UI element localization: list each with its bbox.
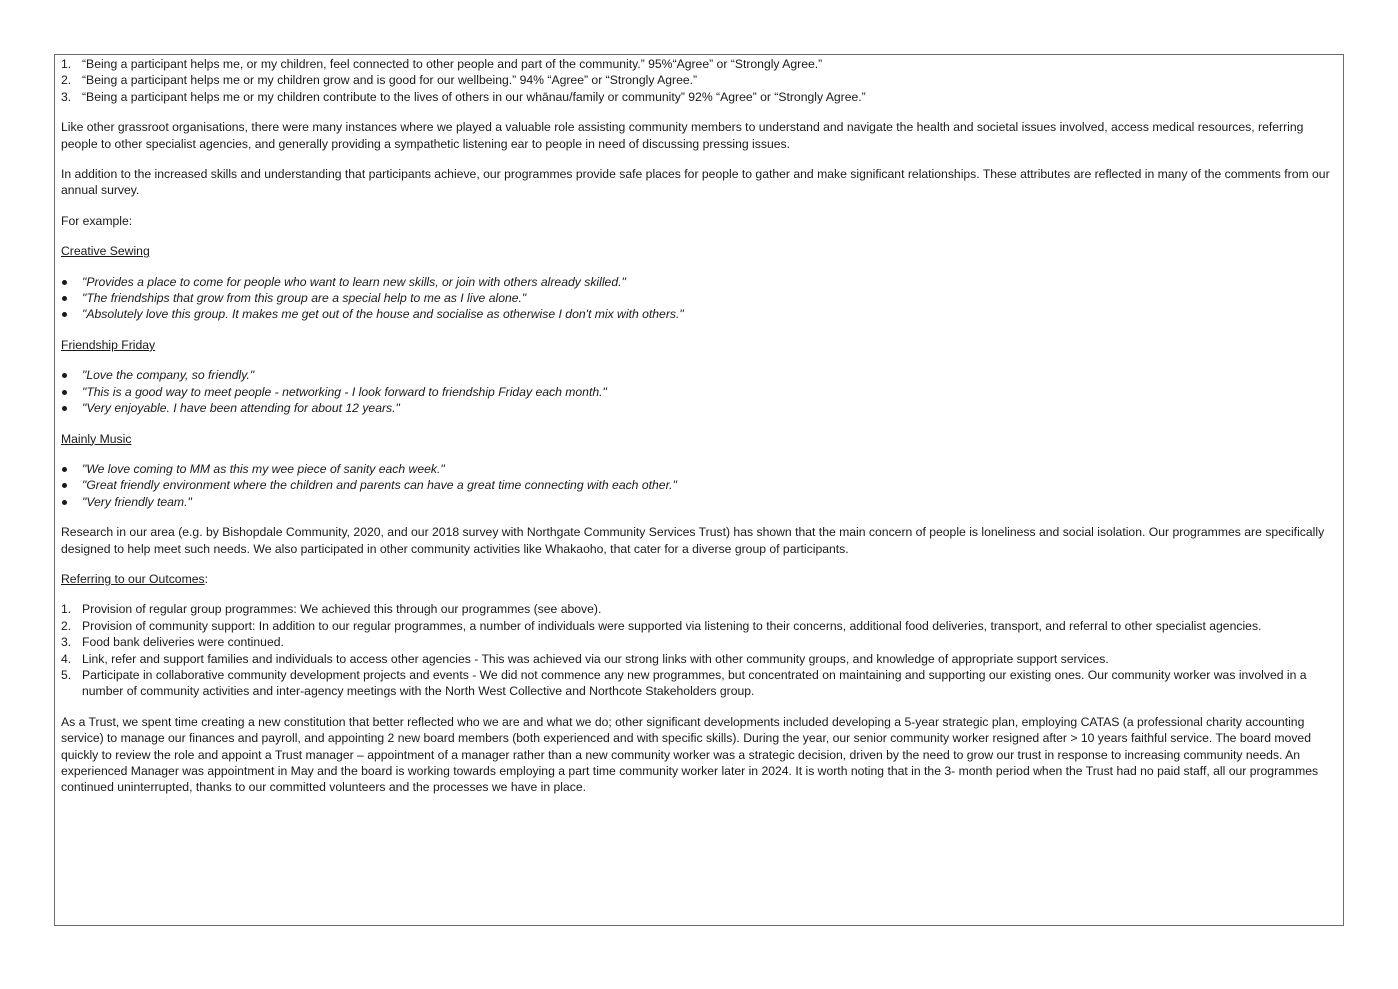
list-number: 1.: [61, 602, 72, 617]
mainly-music-quotes: [61, 461, 1336, 510]
satisfaction-list: [61, 56, 1336, 105]
list-item: [61, 72, 1336, 88]
paragraph-research: Research in our area (e.g. by Bishopdale Community, 2020, and our 2018 survey with Northgate Community Services Trust) has shown that the main concern of people is loneliness and social isolation. Our programmes are specifically designed to help meet such needs. We also participated in other community activities like Whakaoho, that cater for a diverse group of participants.: [61, 525, 1325, 556]
list-item: [61, 667, 1336, 700]
paragraph-trust: As a Trust, we spent time creating a new constitution that better reflected who we are and what we do; other significant developments included developing a 5-year strategic plan, employing CATAS (a professional charity accounting service) to manage our finances and payroll, and appointing 2 new board members (both experienced and with specific skills). During the year, our senior community worker resigned after > 10 years faithful service. The board moved quickly to review the role and appoint a Trust manager – appointment of a manager rather than a new community worker was a strategic decision, driven by the need to grow our trust in response to increasing community needs. An experienced Manager was appointment in May and the board is working towards employing a part time community worker later in 2024. It is worth noting that in the 3- month period when the Trust had no paid staff, all our programmes continued uninterrupted, thanks to our committed volunteers and the processes we have in place.: [61, 714, 1319, 795]
bullet-icon: [62, 280, 67, 285]
bullet-icon: [62, 390, 67, 395]
list-item-text: Link, refer and support families and individuals to access other agencies - This was achieved via our strong links with other community groups, and knowledge of appropriate support services.: [82, 651, 1109, 666]
quote-text: "Great friendly environment where the children and parents can have a great time connecting with each other.": [82, 478, 677, 493]
quote-text: "Very enjoyable. I have been attending for about 12 years.": [82, 401, 400, 416]
list-item: [61, 89, 1336, 105]
quote-text: "This is a good way to meet people - networking - I look forward to friendship Friday each month.": [82, 384, 607, 399]
quote-item: [61, 494, 1336, 510]
quote-item: [61, 477, 1336, 493]
quote-text: "Love the company, so friendly.": [82, 368, 255, 383]
list-number: 5.: [61, 667, 72, 682]
quote-item: [61, 384, 1336, 400]
list-number: 1.: [61, 57, 72, 71]
quote-item: [61, 400, 1336, 416]
creative-sewing-quotes: [61, 274, 1336, 323]
list-number: 2.: [61, 73, 72, 88]
bullet-icon: [62, 500, 67, 505]
list-item-text: “Being a participant helps me or my children grow and is good for our wellbeing.” 94% “Agree” or “Strongly Agree.”: [82, 73, 698, 88]
list-item-text: Provision of regular group programmes: We achieved this through our programmes (see above).: [82, 602, 602, 617]
bullet-icon: [62, 467, 67, 472]
programme-heading-creative-sewing: Creative Sewing: [61, 244, 150, 259]
list-number: 3.: [61, 635, 72, 650]
bullet-icon: [62, 296, 67, 301]
list-number: 3.: [61, 89, 72, 104]
outcomes-heading-line: [61, 571, 1336, 587]
quote-item: [61, 290, 1336, 306]
list-item-text: “Being a participant helps me, or my children, feel connected to other people and part of the community.” 95%“Agree” or “Strongly Agree.”: [82, 57, 823, 71]
quote-item: [61, 306, 1336, 322]
quote-text: "We love coming to MM as this my wee piece of sanity each week.": [82, 461, 445, 476]
quote-text: "The friendships that grow from this group are a special help to me as I live alone.": [82, 291, 527, 306]
quote-item: [61, 461, 1336, 477]
list-item-text: Provision of community support: In addition to our regular programmes, a number of individuals were supported via listening to their concerns, additional food deliveries, transport, and referral to other specialist agencies.: [82, 618, 1262, 633]
paragraph-grassroots: Like other grassroot organisations, there were many instances where we played a valuable role assisting community members to understand and navigate the health and societal issues involved, access medical resources, referring people to other specialist agencies, and generally providing a sympathetic listening ear to people in need of discussing pressing issues.: [61, 120, 1304, 151]
document-frame: [54, 54, 1344, 926]
list-item-text: “Being a participant helps me or my children contribute to the lives of others in our whānau/family or community” 92% “Agree” or “Strongly Agree.”: [82, 89, 866, 104]
list-item: [61, 618, 1336, 634]
bullet-icon: [62, 373, 67, 378]
list-item: [61, 601, 1336, 617]
list-item: [61, 634, 1336, 650]
bullet-icon: [62, 483, 67, 488]
friendship-friday-quotes: [61, 367, 1336, 416]
bullet-icon: [62, 406, 67, 411]
outcomes-list: [61, 601, 1336, 699]
for-example-label: For example:: [61, 213, 133, 228]
programme-heading-friendship-friday: Friendship Friday: [61, 337, 156, 352]
quote-text: "Absolutely love this group. It makes me get out of the house and socialise as otherwise I don't mix with others.": [82, 307, 684, 322]
list-item: [61, 651, 1336, 667]
list-number: 2.: [61, 618, 72, 633]
list-number: 4.: [61, 651, 72, 666]
bullet-icon: [62, 312, 67, 317]
quote-item: [61, 274, 1336, 290]
paragraph-skills: In addition to the increased skills and understanding that participants achieve, our programmes provide safe places for people to gather and make significant relationships. These attributes are reflected in many of the comments from our annual survey.: [61, 167, 1330, 198]
quote-text: "Very friendly team.": [82, 494, 192, 509]
list-item: [61, 56, 1336, 72]
programme-heading-mainly-music: Mainly Music: [61, 431, 132, 446]
list-item-text: Participate in collaborative community development projects and events - We did not commence any new programmes, but concentrated on maintaining and supporting our existing ones. Our community worker was involved in a number of community activities and inter-agency meetings with the North West Collective and Northcote Stakeholders group.: [82, 667, 1307, 699]
list-item-text: Food bank deliveries were continued.: [82, 635, 284, 650]
quote-text: "Provides a place to come for people who want to learn new skills, or join with others already skilled.": [82, 274, 626, 289]
outcomes-heading-colon: :: [204, 571, 208, 586]
quote-item: [61, 367, 1336, 383]
outcomes-heading: Referring to our Outcomes: [61, 571, 205, 586]
